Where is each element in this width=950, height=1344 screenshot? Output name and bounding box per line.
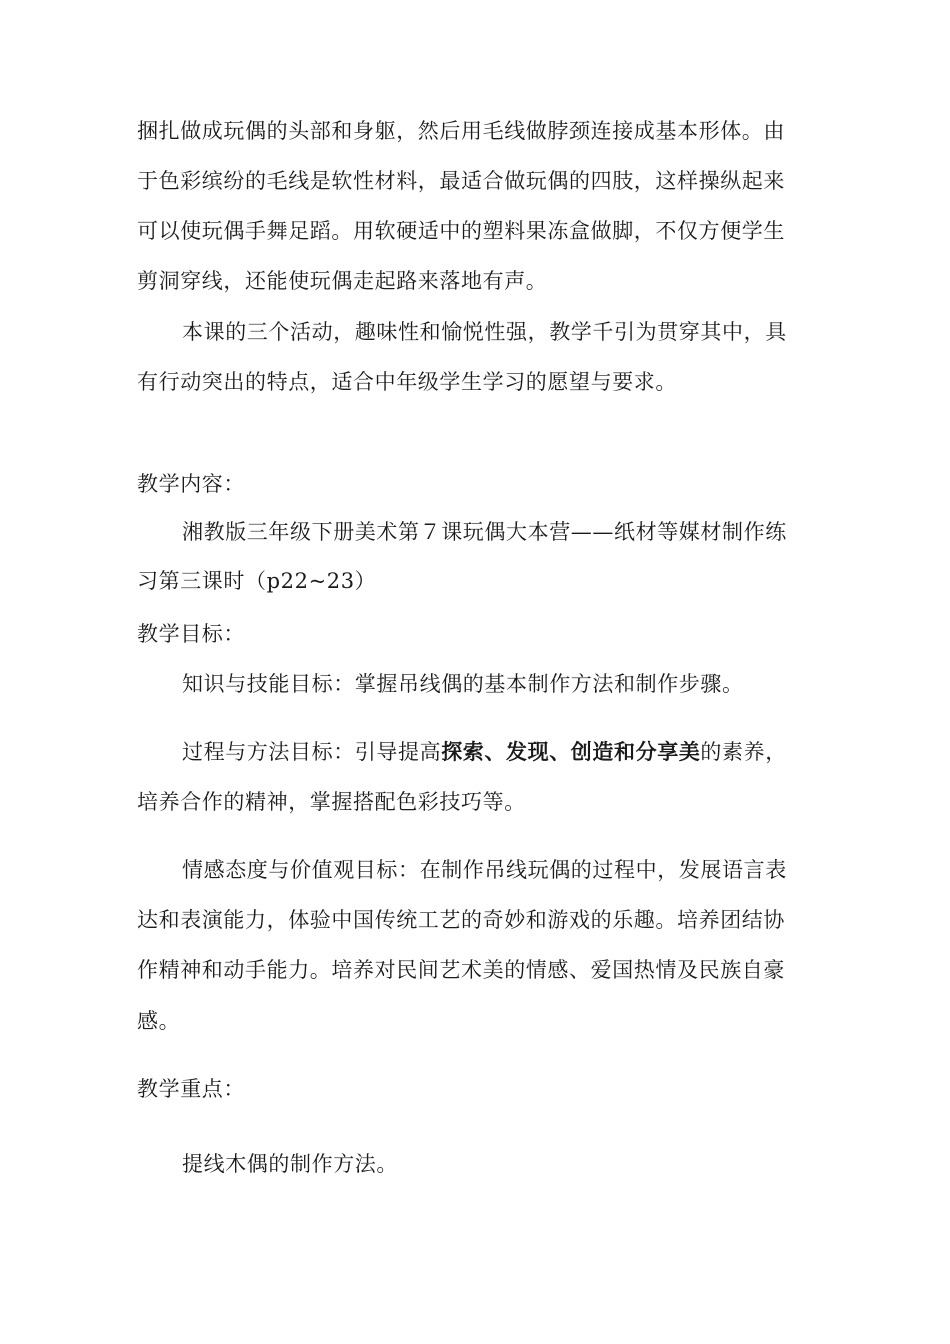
section-heading-focus: 教学重点： xyxy=(137,1077,245,1101)
content-line: 湘教版三年级下册美术第７课玩偶大本营——纸材等媒材制作练 xyxy=(182,520,787,544)
section-heading-goals: 教学目标： xyxy=(137,622,245,646)
paragraph-line: 剪洞穿线，还能使玩偶走起路来落地有声。 xyxy=(137,269,548,293)
section-heading-content: 教学内容： xyxy=(137,472,245,496)
focus-text: 提线木偶的制作方法。 xyxy=(182,1152,398,1176)
content-line: 习第三课时（p22~23） xyxy=(137,569,377,593)
goal-emotion-line: 情感态度与价值观目标：在制作吊线玩偶的过程中，发展语言表 xyxy=(182,858,787,882)
paragraph-line: 捆扎做成玩偶的头部和身躯，然后用毛线做脖颈连接成基本形体。由 xyxy=(137,119,785,143)
goal-emotion-line: 达和表演能力，体验中国传统工艺的奇妙和游戏的乐趣。培养团结协 xyxy=(137,908,785,932)
goal-process-prefix: 过程与方法目标：引导提高 xyxy=(182,740,442,764)
paragraph-line: 于色彩缤纷的毛线是软性材料，最适合做玩偶的四肢，这样操纵起来 xyxy=(137,169,785,193)
paragraph-line: 可以使玩偶手舞足蹈。用软硬适中的塑料果冻盒做脚，不仅方便学生 xyxy=(137,219,785,243)
goal-emotion-line: 作精神和动手能力。培养对民间艺术美的情感、爱国热情及民族自豪 xyxy=(137,958,785,982)
goal-emotion-line: 感。 xyxy=(137,1009,181,1033)
paragraph-line: 有行动突出的特点，适合中年级学生学习的愿望与要求。 xyxy=(137,370,677,394)
goal-process-emphasis: 探索、发现、创造和分享美 xyxy=(441,740,701,764)
goal-process-line2: 培养合作的精神，掌握搭配色彩技巧等。 xyxy=(137,790,526,814)
goal-knowledge: 知识与技能目标：掌握吊线偶的基本制作方法和制作步骤。 xyxy=(182,672,744,696)
paragraph-line: 本课的三个活动，趣味性和愉悦性强，教学千引为贯穿其中，具 xyxy=(182,320,787,344)
goal-process-suffix: 的素养， xyxy=(700,740,787,764)
goal-process xyxy=(182,740,865,765)
